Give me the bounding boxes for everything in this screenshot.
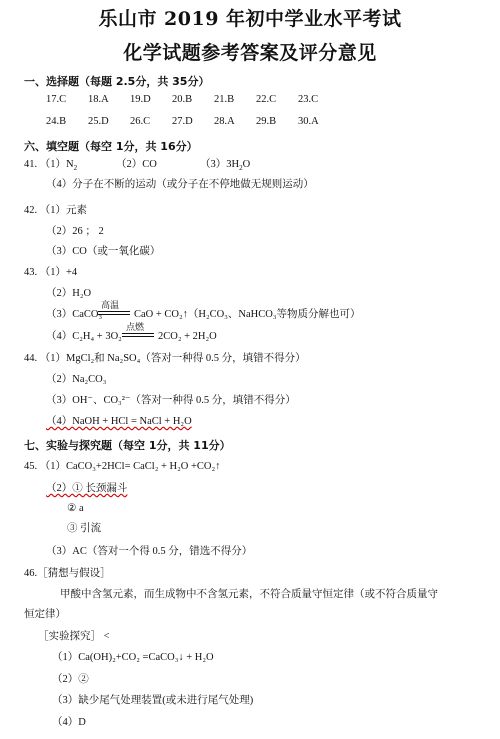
page-subtitle: 化学试题参考答案及评分意见 [123,42,377,64]
answer-46-3: （3）缺少尾气处理装置(或未进行尾气处理) [52,695,254,706]
choice-answer: 21.B [214,94,235,105]
reaction-condition-high-temp: 高温 [101,300,120,310]
choice-answer: 28.A [214,116,235,127]
answer-41-3 [200,158,250,175]
choice-answer: 18.A [88,94,109,105]
answer-45-2b: ② a [67,503,84,514]
answer-44-4-text: （4）NaOH + HCl = NaCl + H₂O [46,416,192,427]
answer-42-1: 42. （1）元素 [24,205,87,216]
answer-43-3-left: （3）CaCO₃ [46,309,103,320]
answer-44-1: 44. （1）MgCl₂和 Na₂SO₄（答对一种得 0.5 分，填错不得分） [24,353,306,364]
choice-answer: 19.D [130,94,151,105]
choice-answer: 29.B [256,116,277,127]
answer-41-1 [24,158,77,175]
choice-answer: 30.A [298,116,319,127]
answer-41-1-text: 41. （1）N [24,159,74,170]
choice-answer: 25.D [88,116,109,127]
choice-answer: 24.B [46,116,67,127]
answer-45-2c: ③ 引流 [67,523,102,534]
answer-41-3-tail: O [242,159,251,170]
answer-41-3-text: （3）3H [200,159,240,170]
answer-44-2: （2）Na₂CO₃ [46,374,107,385]
answer-43-4-left: （4）C₂H₄ + 3O₂ [46,331,122,342]
choice-answer: 26.C [130,116,151,127]
answer-46-1: （1）Ca(OH)₂+CO₂ =CaCO₃↓ + H₂O [52,652,214,663]
answer-45-2a-text: （2）① 长颈漏斗 [46,483,128,494]
section-heading-experiment: 七、实验与探究题（每空 1分，共 11分） [24,439,231,452]
answer-46-paragraph-cont: 恒定律） [24,609,66,620]
answer-42-2: （2）26 ； 2 [46,226,104,237]
choice-answer: 27.D [172,116,193,127]
answer-41-2: （2）CO [116,159,157,170]
reaction-arrow [98,311,130,312]
section-heading-choice: 一、选择题（每题 2.5分，共 35分） [24,75,210,88]
reaction-condition-ignite: 点燃 [126,322,145,332]
page-title: 乐山市 2019 年初中学业水平考试 [98,8,402,30]
answer-45-3: （3）AC（答对一个得 0.5 分，错选不得分） [46,546,253,557]
reaction-arrow [122,333,154,334]
subscript: 2 [239,164,243,173]
choice-answer: 22.C [256,94,277,105]
answer-41-4: （4）分子在不断的运动（或分子在不停地做无规则运动） [46,179,314,190]
answer-45-2a [46,482,127,496]
choice-answer: 20.B [172,94,193,105]
answer-46-2: （2）② [52,674,89,685]
answer-45-1: 45. （1）CaCO₃+2HCl= CaCl₂ + H₂O +CO₂↑ [24,461,221,472]
subscript: 2 [73,164,78,173]
reaction-arrow [98,314,130,315]
answer-43-2: （2）H₂O [46,288,92,299]
choice-answer: 17.C [46,94,67,105]
answer-43-4-right: 2CO₂ + 2H₂O [158,331,217,342]
answer-43-1: 43. （1）+4 [24,267,78,278]
answer-46-paragraph: 甲酸中含氢元素，而生成物中不含氢元素，不符合质量守恒定律（或不符合质量守 [60,589,438,600]
choice-answer: 23.C [298,94,319,105]
answer-46-heading: 46.［猜想与假设］ [24,568,111,579]
answer-46-4: （4）D [52,717,86,728]
answer-44-3: （3）OH⁻、CO₃²⁻（答对一种得 0.5 分，填错不得分） [46,395,296,406]
answer-43-3-right: CaO + CO₂↑（H₂CO₃、NaHCO₃等物质分解也可） [134,309,361,320]
section-heading-fill: 六、填空题（每空 1分，共 16分） [24,140,198,153]
answer-44-4 [46,415,192,429]
answer-46-experiment: ［实验探究］ < [38,631,110,642]
answer-42-3: （3）CO（或一氧化碳） [46,246,161,257]
reaction-arrow [122,336,154,337]
